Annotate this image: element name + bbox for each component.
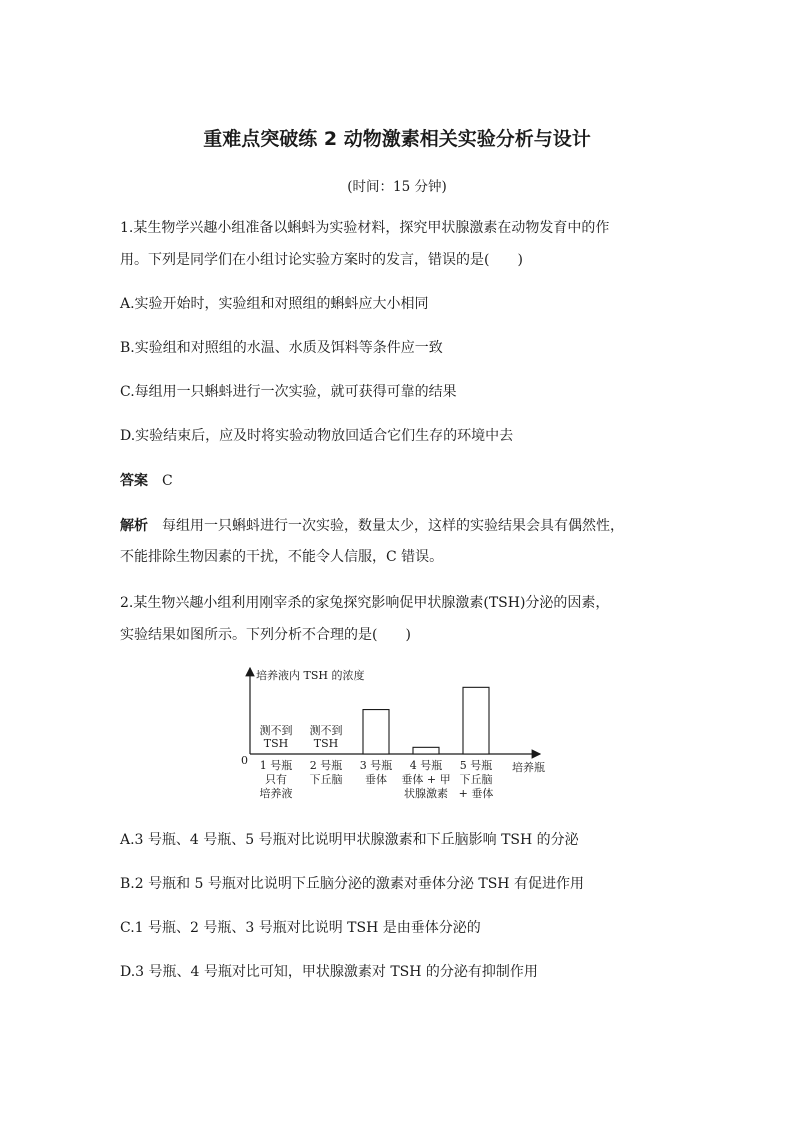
q2-option-c: C.1 号瓶、2 号瓶、3 号瓶对比说明 TSH 是由垂体分泌的 [120,920,481,936]
category-label-5-1: 5 号瓶 [459,759,493,772]
y-axis-label: 培养液内 TSH 的浓度 [256,669,365,682]
category-label-1-2: 只有 [265,773,287,786]
q1-stem-line1: 1.某生物学兴趣小组准备以蝌蚪为实验材料，探究甲状腺激素在动物发育中的作 [120,220,610,236]
category-label-1-1: 1 号瓶 [259,759,293,772]
q1-stem-line2: 用。下列是同学们在小组讨论实验方案时的发言，错误的是( ) [120,252,523,268]
category-label-5-3: + 垂体 [458,787,494,800]
category-label-3-1: 3 号瓶 [359,759,393,772]
bar-3 [363,710,389,754]
category-label-1-3: 培养液 [259,787,293,800]
q2-stem-line2: 实验结果如图所示。下列分析不合理的是( ) [120,627,411,643]
category-label-2-1: 2 号瓶 [309,759,343,772]
category-label-4-2: 垂体 + 甲 [401,773,451,786]
q2-stem-line1: 2.某生物兴趣小组利用刚宰杀的家兔探究影响促甲状腺激素(TSH)分泌的因素， [120,595,610,611]
q2-option-d: D.3 号瓶、4 号瓶对比可知，甲状腺激素对 TSH 的分泌有抑制作用 [120,964,538,980]
q1-option-c: C.每组用一只蝌蚪进行一次实验，就可获得可靠的结果 [120,384,457,400]
q1-option-b: B.实验组和对照组的水温、水质及饵料等条件应一致 [120,340,443,356]
category-label-2-2: 下丘脑 [309,773,343,786]
page-title: 重难点突破练 2 动物激素相关实验分析与设计 [203,128,591,150]
analysis-label: 解析 [120,518,148,534]
category-label-5-2: 下丘脑 [459,773,493,786]
bar-5 [463,687,489,754]
time-limit: (时间：15 分钟) [347,179,447,195]
q1-answer [120,470,173,490]
q1-option-d: D.实验结束后，应及时将实验动物放回适合它们生存的环境中去 [120,428,514,444]
bar-annotation-1-1: 测不到 [259,724,293,737]
tsh-bar-chart [230,662,560,812]
q2-option-a: A.3 号瓶、4 号瓶、5 号瓶对比说明甲状腺激素和下丘脑影响 TSH 的分泌 [120,832,579,848]
category-label-3-2: 垂体 [365,773,387,786]
origin-label: 0 [241,754,248,767]
x-axis-label: 培养瓶 [512,761,545,774]
bar-4 [413,747,439,754]
answer-label: 答案 [120,473,148,489]
bar-annotation-1-2: TSH [263,737,289,750]
category-label-4-3: 状腺激素 [404,787,448,800]
bar-annotation-2-2: TSH [313,737,339,750]
category-label-4-1: 4 号瓶 [409,759,443,772]
q1-analysis-line1 [120,515,624,535]
q1-option-a: A.实验开始时，实验组和对照组的蝌蚪应大小相同 [120,296,429,312]
bar-annotation-2-1: 测不到 [309,724,343,737]
answer-value: C [162,473,173,489]
analysis-text-1: 每组用一只蝌蚪进行一次实验，数量太少，这样的实验结果会具有偶然性， [162,518,624,534]
q1-analysis-line2: 不能排除生物因素的干扰，不能令人信服，C 错误。 [120,549,444,565]
q2-option-b: B.2 号瓶和 5 号瓶对比说明下丘脑分泌的激素对垂体分泌 TSH 有促进作用 [120,876,584,892]
